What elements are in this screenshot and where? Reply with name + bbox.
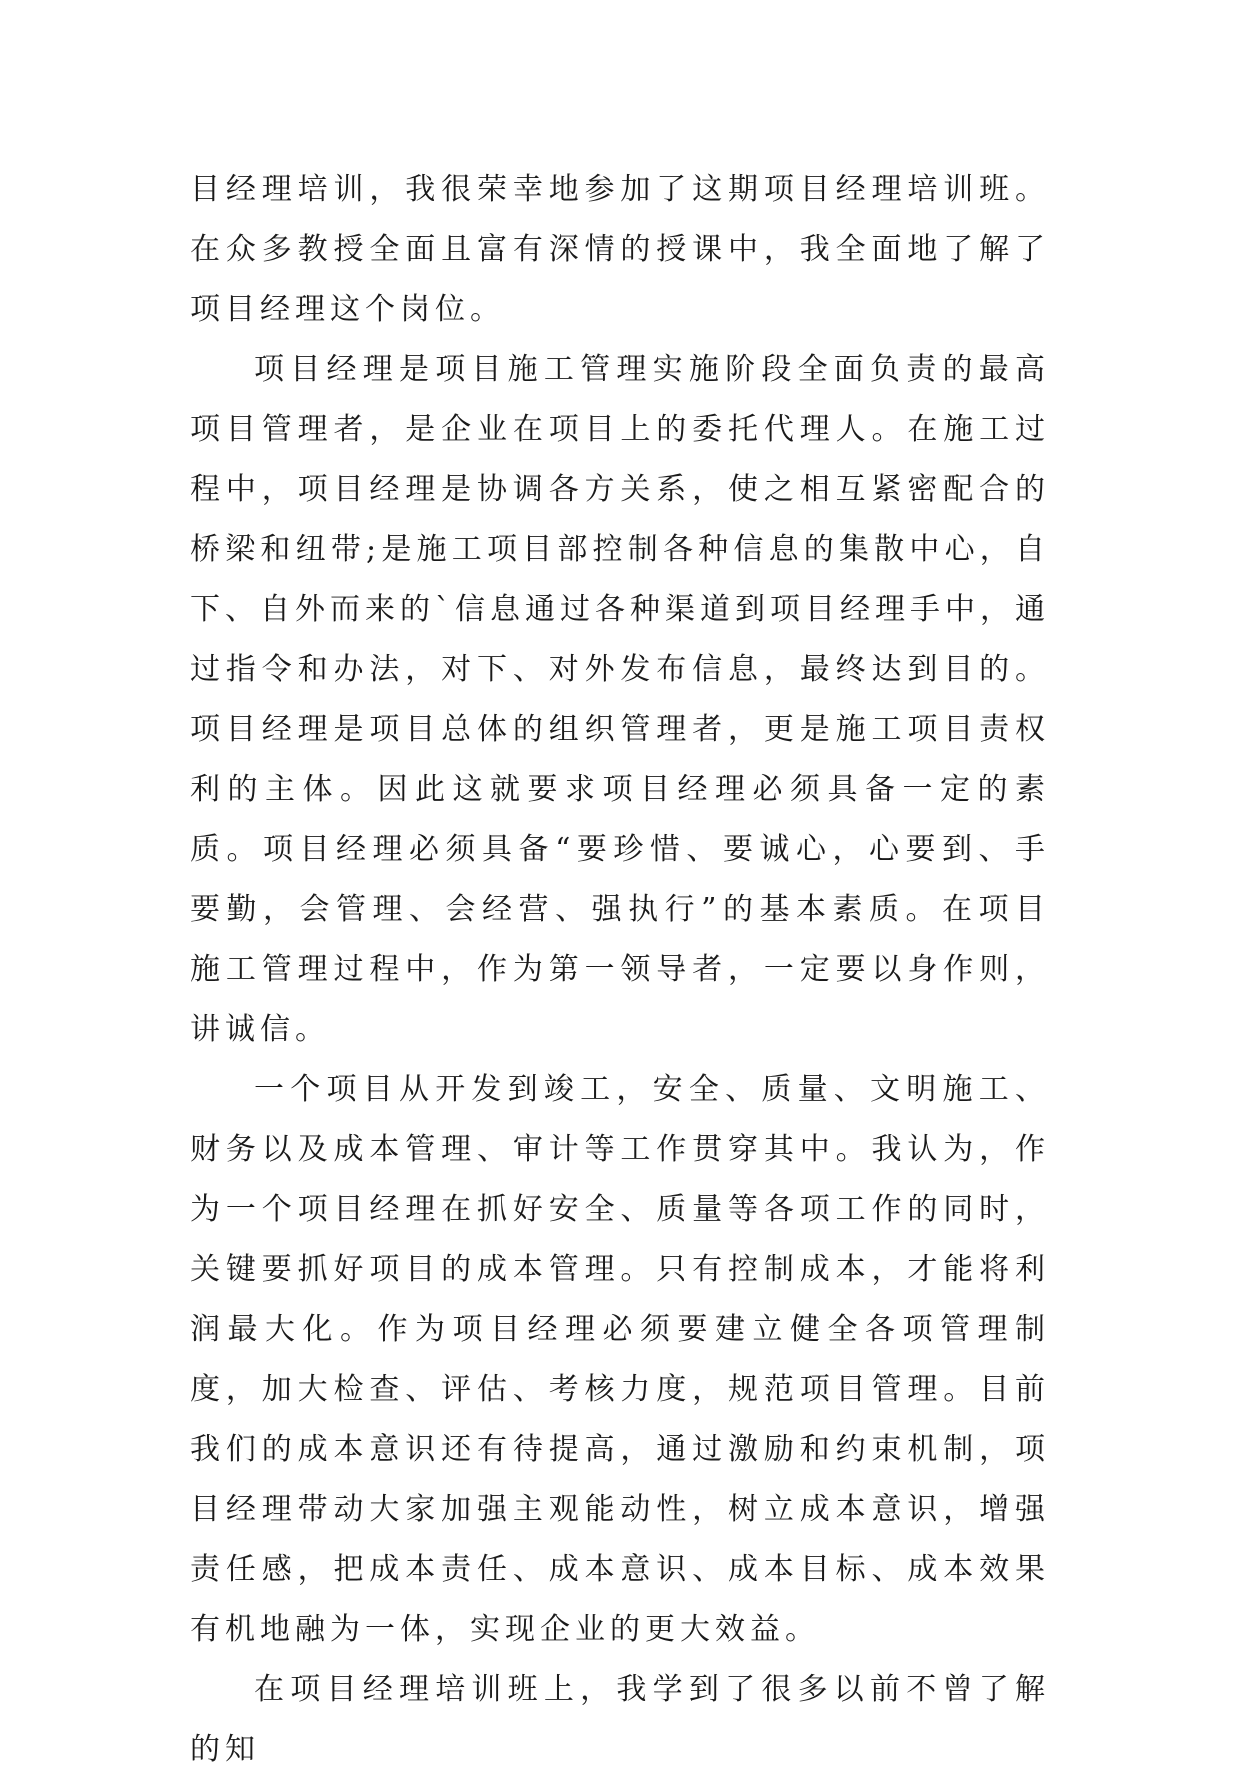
paragraph-4: 在项目经理培训班上，我学到了很多以前不曾了解的知 bbox=[190, 1672, 1050, 1767]
paragraph-3: 一个项目从开发到竣工，安全、质量、文明施工、财务以及成本管理、审计等工作贯穿其中。我认为，作为一个项目经理在抓好安全、质量等各项工作的同时，关键要抓好项目的成本管理。只有控制成本，才能将利润最大化。作为项目经理必须要建立健全各项管理制度，加大检查、评估、考核力度，规范项目管理。目前我们的成本意识还有待提高，通过激励和约束机制，项目经理带动大家加强主观能动性，树立成本意识，增强责任感，把成本责任、成本意识、成本目标、成本效果有机地融为一体，实现企业的更大效益。 bbox=[190, 1072, 1050, 1647]
paragraph-2: 项目经理是项目施工管理实施阶段全面负责的最高项目管理者，是企业在项目上的委托代理人。在施工过程中，项目经理是协调各方关系，使之相互紧密配合的桥梁和纽带;是施工项目部控制各种信息的集散中心，自下、自外而来的`信息通过各种渠道到项目经理手中，通过指令和办法，对下、对外发布信息，最终达到目的。项目经理是项目总体的组织管理者，更是施工项目责权利的主体。因此这就要求项目经理必须具备一定的素质。项目经理必须具备“要珍惜、要诚心，心要到、手要勤，会管理、会经营、强执行”的基本素质。在项目施工管理过程中，作为第一领导者，一定要以身作则，讲诚信。 bbox=[190, 352, 1050, 1047]
document-body bbox=[190, 160, 1050, 1780]
paragraph-1: 目经理培训，我很荣幸地参加了这期项目经理培训班。在众多教授全面且富有深情的授课中，我全面地了解了项目经理这个岗位。 bbox=[190, 172, 1050, 327]
